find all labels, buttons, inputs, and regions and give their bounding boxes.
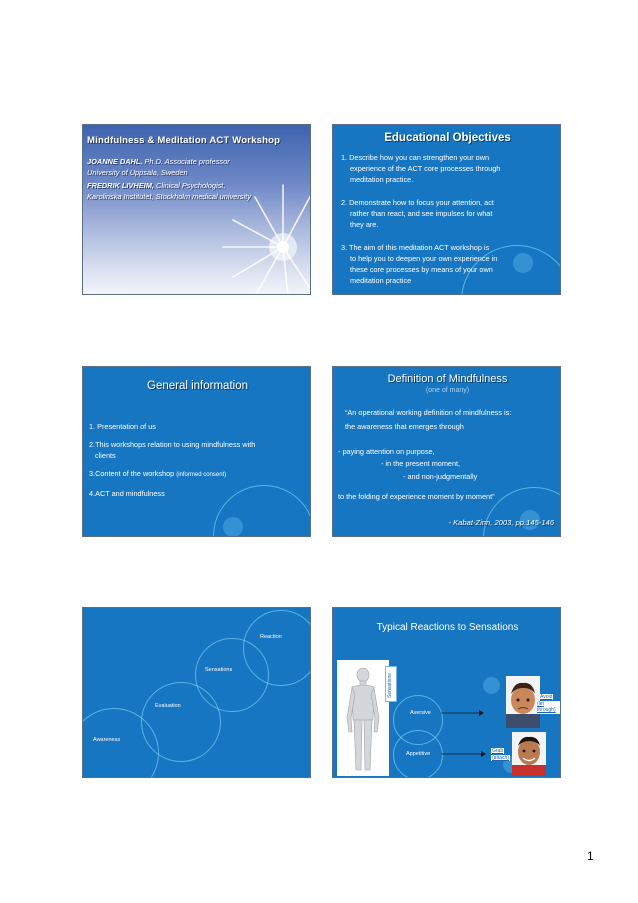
objective-line: meditation practice	[350, 275, 412, 285]
info-item-1: 1. Presentation of us	[89, 422, 156, 431]
presenter-2-role: Clinical Psychologist,	[153, 181, 226, 190]
presenter-1-affiliation: University of Uppsala, Sweden	[87, 168, 188, 177]
objective-line: meditation practice.	[350, 174, 414, 184]
objective-line: 2. Demonstrate how to focus your attention, act	[341, 198, 494, 207]
label-sensations: Sensations	[205, 667, 233, 673]
objective-line: 3. The aim of this meditation ACT workshop is	[341, 243, 490, 252]
presenter-1-name: JOANNE DAHL,	[87, 157, 143, 166]
tag-avoid: Avoid	[540, 694, 553, 700]
presenter-2-name: FREDRIK LIVHEIM,	[87, 181, 154, 190]
tag-grab: Grab	[492, 748, 504, 754]
light-rays-graphic	[83, 125, 311, 295]
slide-2-objectives	[332, 124, 561, 295]
info-item-2: 2.This workshops relation to using mindfulness with	[89, 440, 256, 449]
objective-1	[341, 153, 557, 186]
objective-line: to help you to deepen your own experience in	[350, 253, 498, 263]
label-evaluation: Evaluation	[155, 703, 181, 709]
slide-4-heading: Definition of Mindfulness	[387, 373, 508, 385]
label-awareness: Awareness	[93, 737, 121, 743]
label-aversive: Aversive	[410, 710, 431, 716]
slide-6-heading: Typical Reactions to Sensations	[376, 622, 519, 633]
presenter-1-role: Ph.D. Associate professor	[142, 157, 230, 166]
aversive-arrowhead	[479, 710, 484, 716]
boy-face-frown-icon	[506, 676, 540, 728]
label-appetitive: Appetitive	[406, 751, 431, 757]
slide-1-heading: Mindfulness & Meditation ACT Workshop	[87, 135, 281, 146]
info-item-3	[89, 468, 307, 480]
objective-line: experience of the ACT core processes through	[350, 163, 501, 173]
slide-4-subtitle: (one of many)	[425, 387, 470, 394]
definition-line: to the folding of experience moment by moment”	[338, 492, 495, 501]
presenter-1	[87, 157, 230, 166]
tag-grab-note: (attach)	[492, 755, 509, 761]
objective-line: these core processes by means of your own	[350, 264, 493, 274]
info-item-4: 4.ACT and mindfulness	[89, 489, 165, 498]
slide-3-heading: General information	[147, 380, 248, 392]
definition-citation: - Kabat-Zinn, 2003, pp.145-146	[448, 518, 554, 527]
objective-2	[341, 198, 557, 231]
info-item-2-cont: clients	[95, 451, 116, 460]
definition-line: the awareness that emerges through	[345, 422, 464, 431]
page-number: 1	[587, 849, 594, 863]
appetitive-arrowhead	[481, 751, 486, 757]
definition-line: - paying attention on purpose,	[338, 447, 435, 456]
info-item-3-note: (informed consent)	[176, 472, 227, 478]
definition-line: “An operational working definition of mindfulness is:	[345, 408, 512, 417]
slide-5-circles-diagram	[82, 607, 311, 778]
slide-3-general-info	[82, 366, 311, 537]
boy-face-smile-icon	[512, 732, 546, 776]
presenter-2	[87, 181, 225, 190]
definition-line: - in the present moment,	[381, 459, 461, 468]
slide-2-heading: Educational Objectives	[384, 132, 511, 144]
label-reaction: Reaction	[260, 634, 282, 640]
tag-avoid-note: (let through)	[536, 701, 560, 714]
slide-4-definition	[332, 366, 561, 537]
objective-line: they are.	[350, 219, 379, 229]
sensations-vertical-label: Sensations	[387, 673, 393, 698]
slide-6-reactions	[332, 607, 561, 778]
definition-line: - and non-judgmentally	[403, 472, 478, 481]
slide-1-title	[82, 124, 311, 295]
presenter-2-affiliation: Karolinska Institutet, Stockholm medical university	[87, 192, 251, 201]
objective-3	[341, 243, 557, 287]
boy-avoid-photo	[506, 676, 540, 728]
info-item-3-text: 3.Content of the workshop	[89, 469, 177, 478]
objective-line: 1. Describe how you can strengthen your own	[341, 153, 490, 162]
boy-grab-photo	[512, 732, 546, 776]
objective-line: rather than react, and see impulses for what	[350, 208, 493, 218]
